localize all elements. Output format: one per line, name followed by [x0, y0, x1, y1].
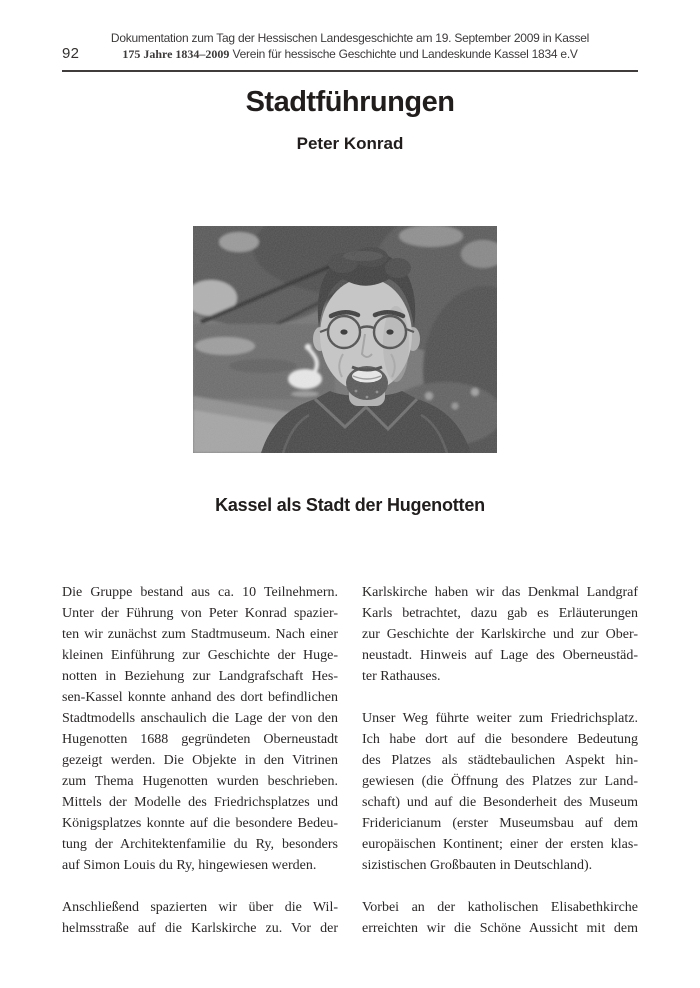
- paragraph: [62, 582, 338, 876]
- text-line: auf Simon Louis du Ry, hingewiesen werden.: [62, 858, 317, 873]
- text-line: helmsstraße auf die Karlskirche zu. Vor der: [62, 921, 338, 936]
- text-line: Vorbei an der katholischen Elisabethkirche: [362, 900, 638, 915]
- portrait-photo: [193, 226, 497, 453]
- text-line: erreichten wir die Schöne Aussicht mit dem: [362, 921, 638, 936]
- text-line: schaft) und auf die Besonderheit des Museum: [362, 795, 638, 810]
- header-rule: [62, 70, 638, 72]
- text-line: Karls betrachtet, dazu gab es Erläuterungen: [362, 606, 638, 621]
- text-line: gezeigt werden. Die Objekte in den Vitrinen: [62, 753, 338, 768]
- text-line: sen-Kassel konnte anhand des dort befindlichen: [62, 690, 338, 705]
- text-line: Karlskirche haben wir das Denkmal Landgraf: [362, 585, 638, 600]
- right-column: [362, 582, 638, 939]
- text-line: sizistischen Großbauten in Deutschland).: [362, 858, 593, 873]
- page-number: 92: [62, 45, 80, 62]
- text-line: Die Gruppe bestand aus ca. 10 Teilnehmern.: [62, 585, 338, 600]
- text-line: Ich habe dort auf die besondere Bedeutung: [362, 732, 638, 747]
- running-header: [0, 30, 700, 62]
- portrait-photo-graphic: [193, 226, 497, 453]
- text-line: Unter der Führung von Peter Konrad spazier-: [62, 606, 338, 621]
- paragraph: [362, 897, 638, 939]
- text-line: Mittels der Modelle des Friedrichsplatzes und: [62, 795, 338, 810]
- text-line: gewiesen (die Öffnung des Platzes zur Land-: [362, 774, 638, 789]
- text-line: europäischen Kontinent; einer der ersten klas-: [362, 837, 638, 852]
- header-line-2: [0, 46, 700, 62]
- article-title: Stadtführungen: [245, 86, 455, 118]
- text-line: ten wir zunächst zum Stadtmuseum. Nach einer: [62, 627, 338, 642]
- text-line: neustadt. Hinweis auf Lage des Oberneustäd-: [362, 648, 638, 663]
- text-line: Hugenotten 1688 gegründeten Oberneustadt: [62, 732, 338, 747]
- body-columns: [62, 582, 638, 939]
- text-line: Unser Weg führte weiter zum Friedrichsplatz.: [362, 711, 638, 726]
- text-line: Fridericianum (erster Museumsbau auf dem: [362, 816, 638, 831]
- text-line: Anschließend spazierten wir über die Wil-: [62, 900, 338, 915]
- text-line: des Platzes als städtebaulichen Aspekt hin-: [362, 753, 638, 768]
- article-author: Peter Konrad: [296, 134, 404, 153]
- text-line: tung der Architektenfamilie du Ry, besonders: [62, 837, 338, 852]
- header-line-1: Dokumentation zum Tag der Hessischen Landesgeschichte am 19. September 2009 in Kassel: [110, 31, 590, 45]
- text-line: zur Geschichte der Karlskirche und zur Ober-: [362, 627, 638, 642]
- text-line: ter Rathauses.: [362, 669, 441, 684]
- left-column: [62, 582, 338, 939]
- paragraph: [362, 582, 638, 687]
- text-line: notten in Beziehung zur Landgrafschaft Hes-: [62, 669, 338, 684]
- header-anniversary: 175 Jahre 1834–2009: [122, 47, 230, 61]
- section-heading: Kassel als Stadt der Hugenotten: [215, 495, 485, 515]
- header-society: Verein für hessische Geschichte und Landeskunde Kassel 1834 e.V: [229, 47, 578, 61]
- paragraph: [362, 708, 638, 876]
- photo-grain: [193, 226, 497, 453]
- text-line: Stadtmodells anschaulich die Lage der von den: [62, 711, 338, 726]
- text-line: Königsplatzes konnte auf die besondere Bedeu-: [62, 816, 338, 831]
- paragraph: [62, 897, 338, 939]
- text-line: zum Thema Hugenotten wurden beschrieben.: [62, 774, 338, 789]
- text-line: kleinen Einführung zur Geschichte der Huge-: [62, 648, 338, 663]
